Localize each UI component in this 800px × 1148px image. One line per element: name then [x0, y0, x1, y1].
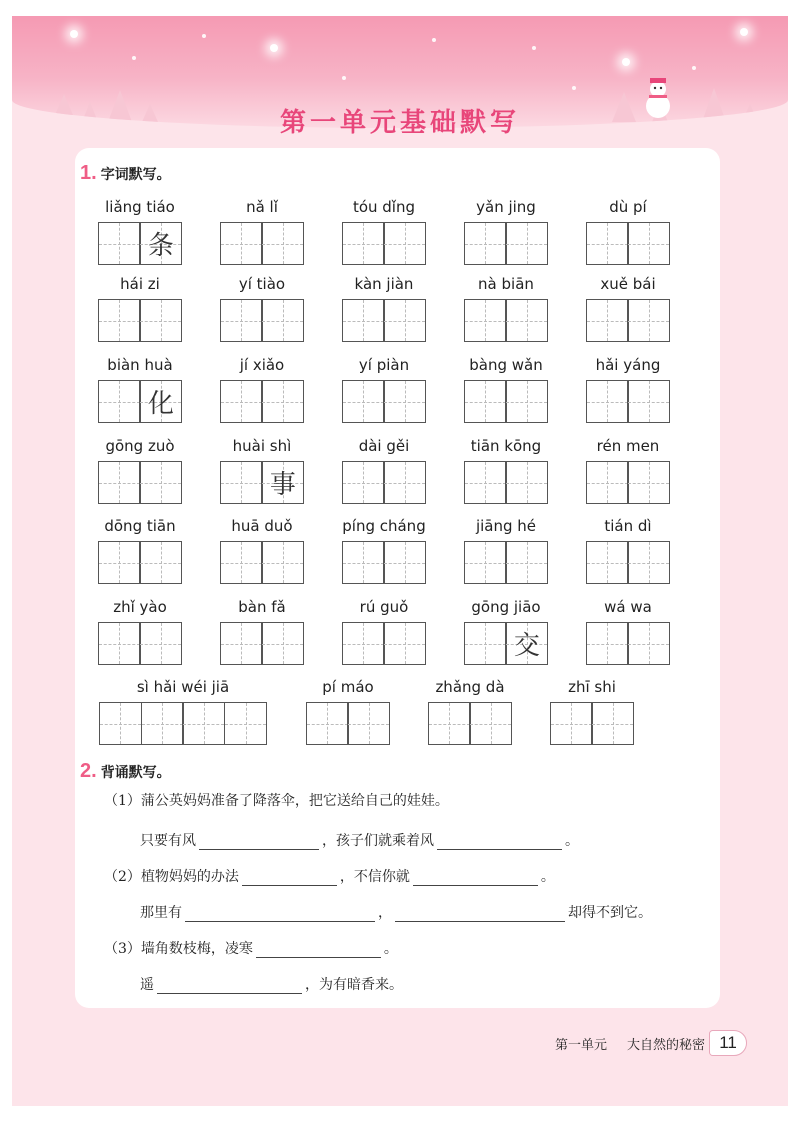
tianzige-boxes	[342, 380, 427, 423]
tianzige-cell[interactable]	[586, 541, 629, 584]
tianzige-boxes	[98, 622, 183, 665]
answer-blank[interactable]	[242, 870, 337, 886]
tianzige-boxes	[342, 541, 427, 584]
recite-line-5	[104, 938, 398, 958]
word-item	[464, 196, 549, 265]
section-2-title: 背诵默写。	[100, 765, 171, 781]
word-item	[99, 676, 267, 745]
tianzige-cell[interactable]	[99, 702, 142, 745]
word-pinyin: wá wa	[604, 598, 652, 616]
tianzige-cell[interactable]	[383, 461, 426, 504]
tianzige-cell[interactable]	[261, 222, 304, 265]
word-item	[98, 354, 183, 423]
word-item	[586, 354, 671, 423]
tianzige-boxes	[464, 622, 549, 665]
word-pinyin: dài gěi	[358, 437, 410, 455]
tianzige-cell[interactable]	[464, 622, 507, 665]
tianzige-boxes	[342, 622, 427, 665]
word-pinyin: píng cháng	[342, 517, 426, 535]
tianzige-boxes	[220, 380, 305, 423]
recite-text: 。	[540, 869, 555, 885]
recite-text: 遥	[140, 977, 154, 993]
tianzige-cell[interactable]	[342, 222, 385, 265]
tianzige-boxes	[220, 541, 305, 584]
recite-text: ，孩子们就乘着风	[322, 833, 434, 849]
tianzige-cell[interactable]	[306, 702, 349, 745]
cell-character: 化	[147, 389, 174, 419]
page-footer	[555, 1030, 747, 1056]
tianzige-cell[interactable]	[98, 541, 141, 584]
word-pinyin: bàn fǎ	[238, 598, 286, 616]
tianzige-cell[interactable]	[220, 299, 263, 342]
tianzige-boxes	[342, 222, 427, 265]
word-item	[220, 596, 305, 665]
tianzige-boxes	[342, 461, 427, 504]
tianzige-cell[interactable]	[98, 461, 141, 504]
section-2-number: 2.	[80, 760, 97, 782]
tianzige-cell[interactable]	[342, 299, 385, 342]
tianzige-boxes	[220, 461, 305, 504]
word-pinyin: zhī shi	[568, 678, 616, 696]
word-item	[586, 273, 671, 342]
word-item	[220, 354, 305, 423]
word-pinyin: hái zi	[120, 275, 160, 293]
word-pinyin: gōng jiāo	[471, 598, 541, 616]
recite-text: ，不信你就	[339, 869, 410, 885]
word-item	[428, 676, 513, 745]
section-1-number: 1.	[80, 162, 97, 184]
tianzige-cell[interactable]	[464, 541, 507, 584]
word-item	[342, 273, 427, 342]
tianzige-boxes	[464, 541, 549, 584]
word-pinyin: rú guǒ	[359, 598, 409, 616]
recite-text: （2）植物妈妈的办法	[104, 869, 239, 885]
word-item	[586, 196, 671, 265]
tianzige-cell[interactable]	[591, 702, 634, 745]
word-pinyin: zhǎng dà	[435, 678, 505, 696]
word-pinyin: hǎi yáng	[595, 356, 661, 374]
word-item	[98, 196, 183, 265]
page-title: 第一单元基础默写	[279, 108, 520, 138]
recite-text: （1）蒲公英妈妈准备了降落伞，把它送给自己的娃娃。	[104, 793, 449, 809]
tianzige-cell[interactable]	[224, 702, 267, 745]
tianzige-boxes	[464, 299, 549, 342]
tianzige-cell[interactable]	[139, 222, 182, 265]
tianzige-cell[interactable]	[383, 622, 426, 665]
word-item	[220, 435, 305, 504]
tianzige-boxes	[586, 541, 671, 584]
tianzige-cell[interactable]	[347, 702, 390, 745]
tianzige-cell[interactable]	[139, 461, 182, 504]
word-pinyin: yí piàn	[358, 356, 410, 374]
word-item	[342, 354, 427, 423]
tianzige-cell[interactable]	[261, 461, 304, 504]
tianzige-cell[interactable]	[141, 702, 184, 745]
section-1-title: 字词默写。	[100, 167, 171, 183]
cell-character: 条	[147, 231, 174, 261]
cell-character: 事	[269, 470, 296, 500]
word-item	[342, 515, 427, 584]
tianzige-cell[interactable]	[627, 461, 670, 504]
recite-text: 却得不到它。	[568, 905, 652, 921]
tianzige-boxes	[586, 299, 671, 342]
tianzige-cell[interactable]	[505, 299, 548, 342]
word-item	[464, 435, 549, 504]
word-item	[98, 435, 183, 504]
tianzige-boxes	[98, 541, 183, 584]
recite-text: 只要有风	[140, 833, 196, 849]
tianzige-cell[interactable]	[469, 702, 512, 745]
recite-text: 。	[383, 941, 398, 957]
word-pinyin: zhǐ yào	[113, 598, 167, 616]
word-pinyin: jí xiǎo	[239, 356, 285, 374]
tianzige-cell[interactable]	[342, 380, 385, 423]
tianzige-cell[interactable]	[586, 461, 629, 504]
word-pinyin: nà biān	[478, 275, 534, 293]
tianzige-cell[interactable]	[139, 622, 182, 665]
word-pinyin: rén men	[596, 437, 660, 455]
tianzige-boxes	[220, 222, 305, 265]
tianzige-cell[interactable]	[383, 222, 426, 265]
word-pinyin: nǎ lǐ	[246, 198, 278, 216]
recite-line-3	[104, 866, 555, 886]
tianzige-cell[interactable]	[182, 702, 225, 745]
tianzige-boxes	[586, 461, 671, 504]
word-pinyin: dōng tiān	[104, 517, 176, 535]
tianzige-cell[interactable]	[464, 299, 507, 342]
word-pinyin: yǎn jing	[476, 198, 536, 216]
footer-unit: 第一单元	[555, 1037, 608, 1053]
tianzige-cell[interactable]	[464, 461, 507, 504]
word-item	[464, 354, 549, 423]
tianzige-boxes	[550, 702, 635, 745]
recite-text: （3）墙角数枝梅，凌寒	[104, 941, 253, 957]
tianzige-cell[interactable]	[627, 541, 670, 584]
tianzige-cell[interactable]	[342, 461, 385, 504]
word-item	[464, 515, 549, 584]
footer-theme: 大自然的秘密	[627, 1037, 706, 1053]
tianzige-cell[interactable]	[464, 380, 507, 423]
answer-blank[interactable]	[199, 834, 319, 850]
tianzige-cell[interactable]	[261, 622, 304, 665]
tianzige-cell[interactable]	[428, 702, 471, 745]
tianzige-cell[interactable]	[98, 622, 141, 665]
tianzige-cell[interactable]	[261, 380, 304, 423]
tianzige-cell[interactable]	[505, 541, 548, 584]
word-pinyin: liǎng tiáo	[105, 198, 175, 216]
tianzige-cell[interactable]	[505, 461, 548, 504]
recite-text: ，	[378, 905, 392, 921]
tianzige-boxes	[342, 299, 427, 342]
tianzige-boxes	[464, 380, 549, 423]
tianzige-cell[interactable]	[98, 380, 141, 423]
recite-line-2	[140, 830, 579, 850]
word-pinyin: gōng zuò	[105, 437, 175, 455]
section-1-header	[80, 162, 171, 185]
tianzige-cell[interactable]	[342, 622, 385, 665]
tianzige-cell[interactable]	[383, 541, 426, 584]
tianzige-cell[interactable]	[586, 299, 629, 342]
recite-line-1	[104, 790, 449, 810]
tianzige-cell[interactable]	[505, 222, 548, 265]
tianzige-cell[interactable]	[464, 222, 507, 265]
tianzige-boxes	[220, 622, 305, 665]
tianzige-cell[interactable]	[220, 461, 263, 504]
tianzige-boxes	[98, 299, 183, 342]
tianzige-boxes	[586, 622, 671, 665]
section-2-header	[80, 760, 171, 783]
answer-blank[interactable]	[413, 870, 538, 886]
word-item	[464, 273, 549, 342]
tianzige-cell[interactable]	[98, 299, 141, 342]
word-item	[220, 196, 305, 265]
tianzige-cell[interactable]	[586, 222, 629, 265]
word-pinyin: sì hǎi wéi jiā	[136, 678, 230, 696]
tianzige-cell[interactable]	[383, 299, 426, 342]
tianzige-cell[interactable]	[550, 702, 593, 745]
tianzige-cell[interactable]	[220, 622, 263, 665]
word-pinyin: yí tiào	[238, 275, 286, 293]
word-pinyin: dù pí	[609, 198, 647, 216]
word-pinyin: bàng wǎn	[469, 356, 543, 374]
tianzige-boxes	[220, 299, 305, 342]
word-pinyin: tián dì	[604, 517, 652, 535]
word-item	[586, 515, 671, 584]
tianzige-cell[interactable]	[627, 222, 670, 265]
tianzige-cell[interactable]	[627, 380, 670, 423]
tianzige-boxes	[98, 461, 183, 504]
tianzige-cell[interactable]	[139, 541, 182, 584]
tianzige-cell[interactable]	[505, 380, 548, 423]
tianzige-cell[interactable]	[139, 380, 182, 423]
word-pinyin: xuě bái	[600, 275, 656, 293]
word-pinyin: pí máo	[322, 678, 374, 696]
answer-blank[interactable]	[157, 978, 302, 994]
tianzige-cell[interactable]	[586, 622, 629, 665]
recite-text: 那里有	[140, 905, 182, 921]
word-pinyin: biàn huà	[107, 356, 173, 374]
recite-text: ，为有暗香来。	[305, 977, 403, 993]
word-pinyin: tiān kōng	[470, 437, 542, 455]
word-item	[342, 596, 427, 665]
tianzige-cell[interactable]	[627, 622, 670, 665]
answer-blank[interactable]	[437, 834, 562, 850]
word-item	[306, 676, 391, 745]
tianzige-cell[interactable]	[586, 380, 629, 423]
word-item	[220, 515, 305, 584]
tianzige-cell[interactable]	[220, 380, 263, 423]
word-pinyin: kàn jiàn	[354, 275, 414, 293]
word-item	[586, 435, 671, 504]
tianzige-boxes	[586, 380, 671, 423]
word-item	[550, 676, 635, 745]
answer-blank[interactable]	[185, 906, 375, 922]
word-item	[220, 273, 305, 342]
word-item	[98, 596, 183, 665]
tianzige-boxes	[98, 380, 183, 423]
word-item	[464, 596, 549, 665]
word-pinyin: huài shì	[232, 437, 292, 455]
tianzige-cell[interactable]	[627, 299, 670, 342]
tianzige-cell[interactable]	[220, 541, 263, 584]
word-item	[98, 273, 183, 342]
tianzige-boxes	[586, 222, 671, 265]
word-pinyin: jiāng hé	[475, 517, 537, 535]
tianzige-boxes	[99, 702, 267, 745]
word-item	[342, 435, 427, 504]
word-pinyin: huā duǒ	[231, 517, 293, 535]
answer-blank[interactable]	[256, 942, 381, 958]
word-item	[586, 596, 671, 665]
tianzige-cell[interactable]	[505, 622, 548, 665]
tianzige-boxes	[464, 222, 549, 265]
recite-line-6	[140, 974, 403, 994]
tianzige-cell[interactable]	[98, 222, 141, 265]
word-item	[342, 196, 427, 265]
recite-line-4	[140, 902, 652, 922]
tianzige-boxes	[306, 702, 391, 745]
tianzige-cell[interactable]	[261, 541, 304, 584]
word-item	[98, 515, 183, 584]
tianzige-cell[interactable]	[220, 222, 263, 265]
tianzige-boxes	[428, 702, 513, 745]
page-number: 11	[709, 1030, 747, 1056]
tianzige-cell[interactable]	[139, 299, 182, 342]
answer-blank[interactable]	[395, 906, 565, 922]
tianzige-cell[interactable]	[383, 380, 426, 423]
recite-text: 。	[565, 833, 579, 849]
tianzige-boxes	[98, 222, 183, 265]
word-pinyin: tóu dǐng	[352, 198, 416, 216]
cell-character: 交	[513, 631, 540, 661]
tianzige-cell[interactable]	[261, 299, 304, 342]
tianzige-boxes	[464, 461, 549, 504]
tianzige-cell[interactable]	[342, 541, 385, 584]
